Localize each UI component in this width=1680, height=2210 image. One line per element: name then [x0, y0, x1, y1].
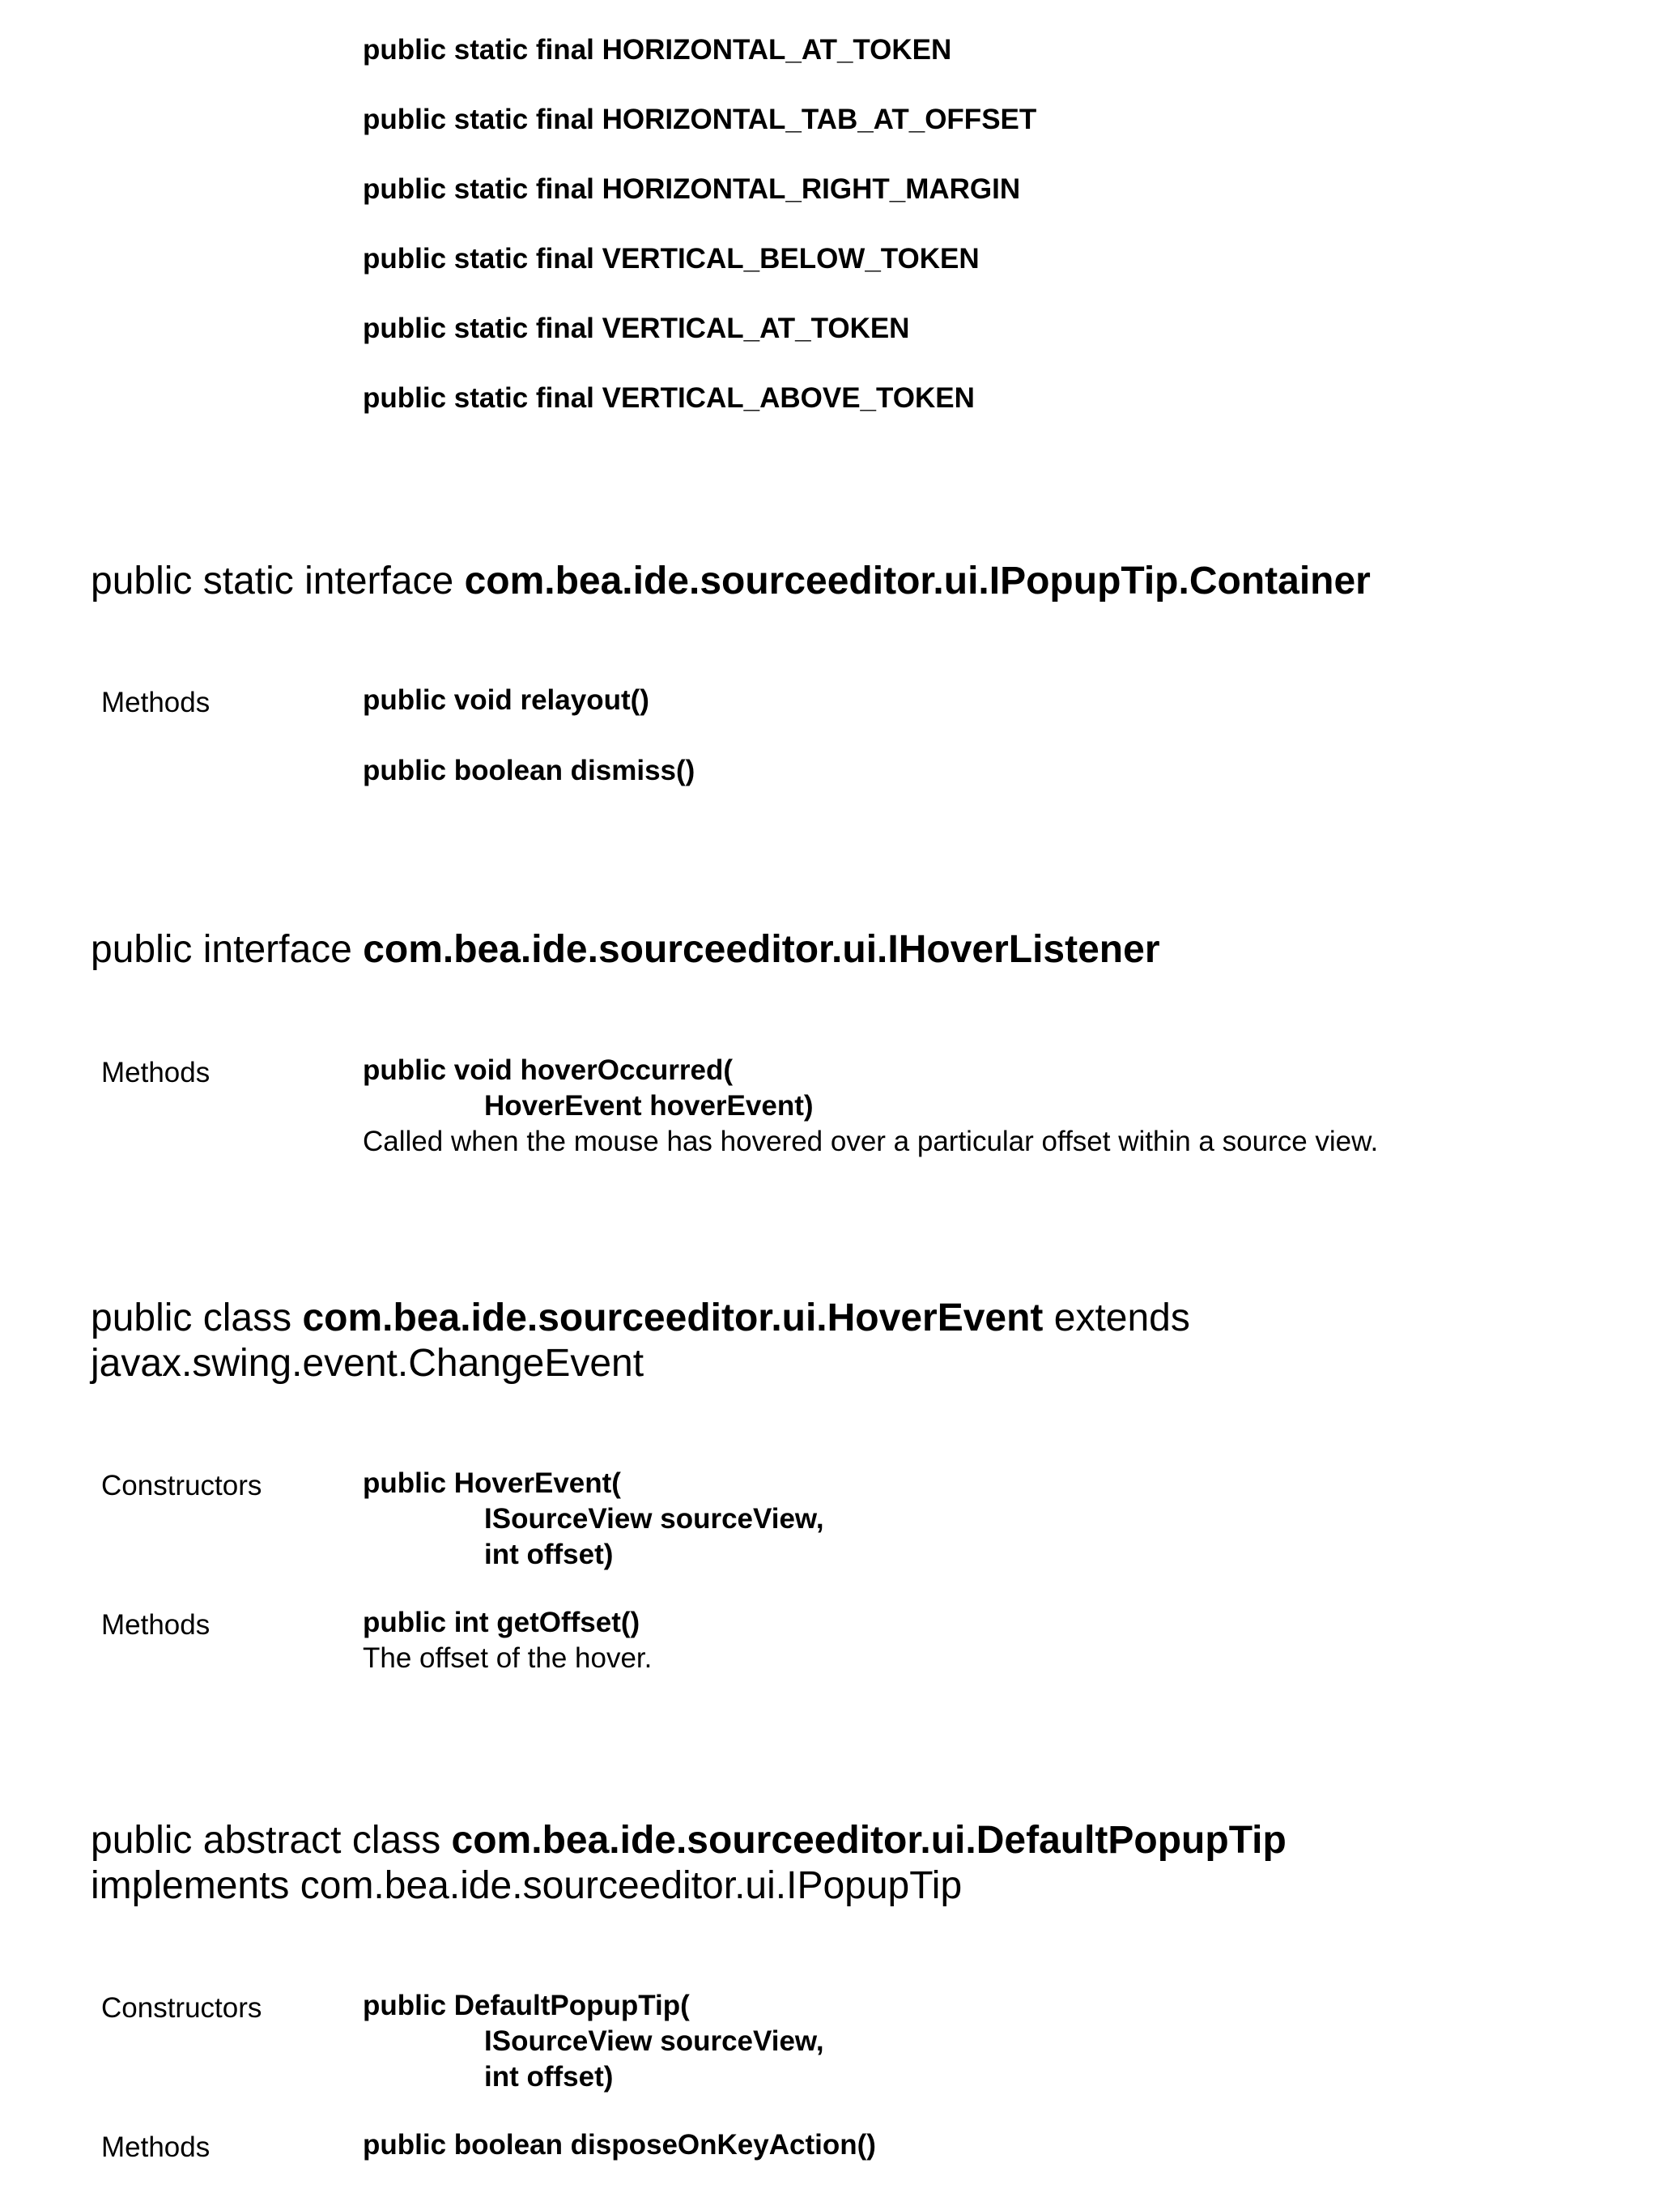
method-entry: [363, 1605, 652, 1676]
heading-line2: implements com.bea.ide.sourceeditor.ui.IPopupTip: [91, 1864, 963, 1907]
heading-prefix: public interface: [91, 928, 364, 971]
constructor-signature: public HoverEvent(: [363, 1467, 621, 1499]
method-description: Called when the mouse has hovered over a particular offset within a source view.: [363, 1126, 1379, 1157]
section-heading-container: [91, 559, 1371, 604]
constructor-signature: public DefaultPopupTip(: [363, 1990, 690, 2021]
methods-label: Methods: [101, 1057, 211, 1088]
constructors-label: Constructors: [101, 1470, 262, 1501]
method-entry: public void relayout(): [363, 684, 649, 716]
field-constant: public static final HORIZONTAL_AT_TOKEN: [363, 34, 952, 66]
field-constant: public static final VERTICAL_BELOW_TOKEN: [363, 243, 980, 275]
method-description: The offset of the hover.: [363, 1642, 653, 1674]
method-entry: public boolean disposeOnKeyAction(): [363, 2129, 876, 2161]
constructor-param: int offset): [484, 2061, 614, 2093]
method-entry: public boolean dismiss(): [363, 755, 695, 786]
constructor-entry: [363, 1988, 824, 2095]
heading-prefix: public class: [91, 1297, 303, 1339]
methods-label: Methods: [101, 687, 211, 718]
methods-label: Methods: [101, 2131, 211, 2163]
heading-suffix: extends: [1043, 1297, 1190, 1339]
heading-name: com.bea.ide.sourceeditor.ui.IHoverListener: [363, 928, 1160, 971]
method-signature: public int getOffset(): [363, 1607, 640, 1638]
section-heading-hover-event: [91, 1296, 1190, 1386]
section-heading-default-popup-tip: [91, 1818, 1287, 1909]
constructor-param: ISourceView sourceView,: [484, 2025, 824, 2057]
heading-prefix: public abstract class: [91, 1819, 452, 1862]
heading-line2: javax.swing.event.ChangeEvent: [91, 1342, 644, 1385]
section-heading-hover-listener: [91, 927, 1160, 973]
constructor-param: ISourceView sourceView,: [484, 1503, 824, 1535]
field-constant: public static final HORIZONTAL_RIGHT_MARGIN: [363, 173, 1021, 205]
method-param: HoverEvent hoverEvent): [484, 1090, 814, 1122]
heading-name: com.bea.ide.sourceeditor.ui.IPopupTip.Container: [464, 560, 1371, 603]
method-entry: [363, 1053, 1378, 1160]
constructor-entry: [363, 1466, 824, 1573]
field-constant: public static final VERTICAL_AT_TOKEN: [363, 313, 910, 344]
constructor-param: int offset): [484, 1539, 614, 1570]
methods-label: Methods: [101, 1609, 211, 1641]
field-constant: public static final HORIZONTAL_TAB_AT_OFFSET: [363, 104, 1037, 135]
heading-prefix: public static interface: [91, 560, 465, 603]
constructors-label: Constructors: [101, 1992, 262, 2024]
field-constant: public static final VERTICAL_ABOVE_TOKEN: [363, 382, 975, 414]
heading-name: com.bea.ide.sourceeditor.ui.DefaultPopupTip: [451, 1819, 1287, 1862]
method-signature: public void hoverOccurred(: [363, 1054, 734, 1086]
heading-name: com.bea.ide.sourceeditor.ui.HoverEvent: [302, 1297, 1044, 1339]
